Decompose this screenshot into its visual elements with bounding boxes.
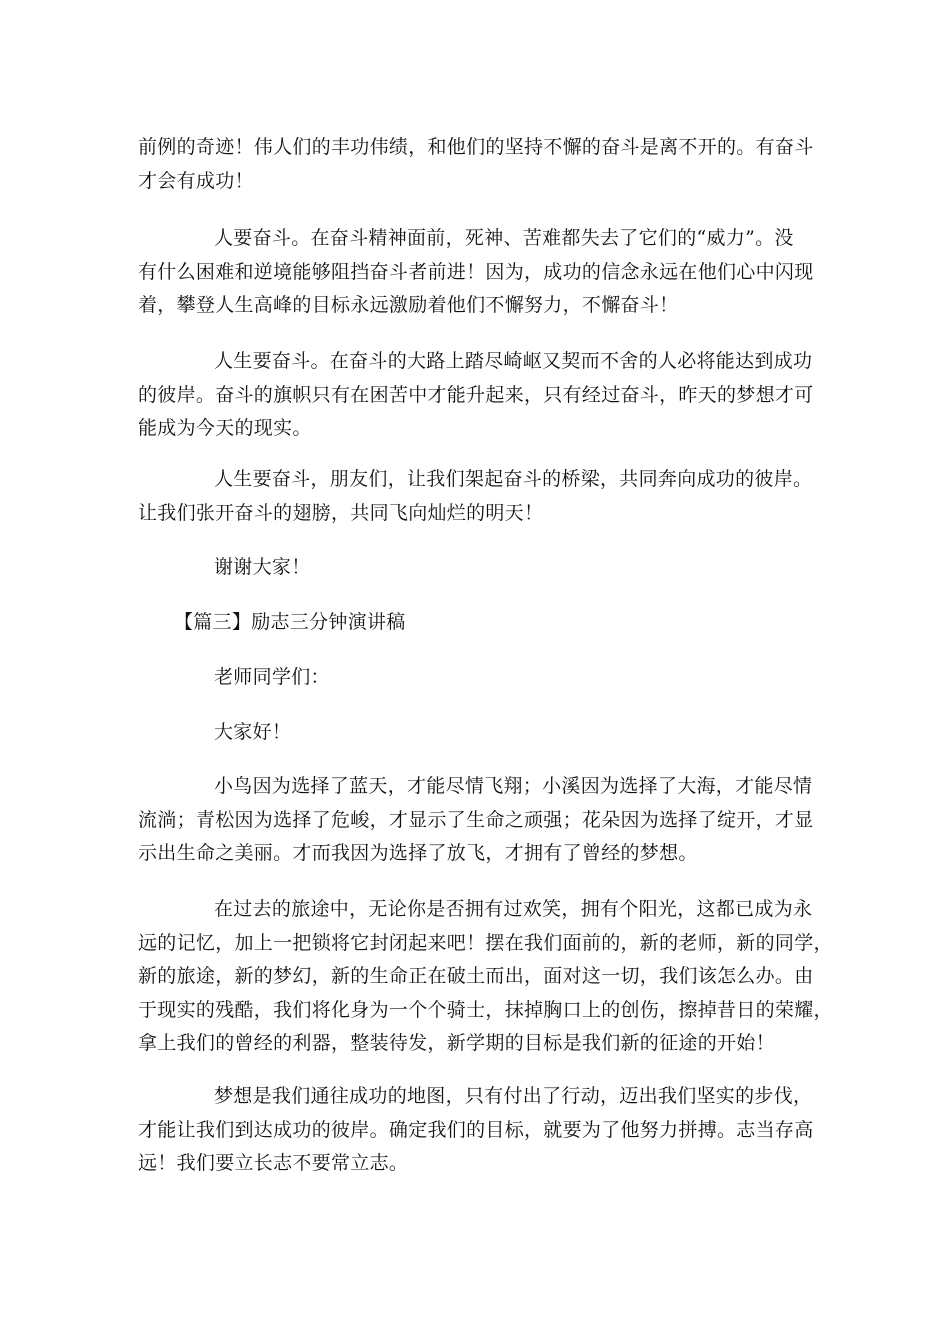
text-line: 老师同学们： xyxy=(214,666,330,688)
text-line: 大家好！ xyxy=(214,721,292,743)
text-line: 才能让我们到达成功的彼岸。确定我们的目标，就要为了他努力拼搏。志当存高 xyxy=(138,1118,814,1141)
text-line: 流淌；青松因为选择了危峻，才显示了生命之顽强；花朵因为选择了绽开，才显 xyxy=(138,808,814,831)
section-heading xyxy=(138,606,814,640)
text-line: 前例的奇迹！伟人们的丰功伟绩，和他们的坚持不懈的奋斗是离不开的。有奋斗 xyxy=(138,136,814,158)
text-line: 着，攀登人生高峰的目标永远激励着他们不懈努力，不懈奋斗！ xyxy=(138,294,679,316)
paragraph xyxy=(138,893,833,1061)
paragraph xyxy=(138,131,814,198)
text-line: 示出生命之美丽。才而我因为选择了放飞，才拥有了曾经的梦想。 xyxy=(138,842,698,864)
closing-line xyxy=(138,551,814,585)
text-line: 小鸟因为选择了蓝天，才能尽情飞翔；小溪因为选择了大海，才能尽情 xyxy=(214,775,813,797)
text-line: 于现实的残酷，我们将化身为一个个骑士，抹掉胸口上的创伤，擦掉昔日的荣耀， xyxy=(138,998,833,1021)
text-line: 的彼岸。奋斗的旗帜只有在困苦中才能升起来，只有经过奋斗，昨天的梦想才可 xyxy=(138,383,814,406)
text-line: 新的旅途，新的梦幻，新的生命正在破土而出，面对这一切，我们该怎么办。由 xyxy=(138,965,814,987)
text-line: 才会有成功！ xyxy=(138,169,254,192)
text-line: 让我们张开奋斗的翅膀，共同飞向灿烂的明天！ xyxy=(138,501,544,524)
text-line: 谢谢大家！ xyxy=(214,556,311,578)
paragraph xyxy=(138,1080,814,1181)
text-line: 拿上我们的曾经的利器，整装待发，新学期的目标是我们新的征途的开始！ xyxy=(138,1032,775,1054)
text-line: 在过去的旅途中，无论你是否拥有过欢笑，拥有个阳光，这都已成为永 xyxy=(214,898,813,920)
text-line: 有什么困难和逆境能够阻挡奋斗者前进！因为，成功的信念永远在他们心中闪现 xyxy=(138,260,814,283)
paragraph xyxy=(138,463,814,530)
text-line: 梦想是我们通往成功的地图，只有付出了行动，迈出我们坚实的步伐， xyxy=(214,1085,813,1107)
salutation xyxy=(138,661,814,695)
paragraph xyxy=(138,770,814,871)
text-line: 远！我们要立长志不要常立志。 xyxy=(138,1152,409,1174)
paragraph xyxy=(138,222,814,323)
text-line: 【篇三】励志三分钟演讲稿 xyxy=(174,611,406,633)
greeting xyxy=(138,716,814,750)
text-line: 能成为今天的现实。 xyxy=(138,417,312,439)
text-line: 远的记忆，加上一把锁将它封闭起来吧！摆在我们面前的，新的老师，新的同学， xyxy=(138,931,833,954)
text-line: 人生要奋斗，朋友们，让我们架起奋斗的桥梁，共同奔向成功的彼岸。 xyxy=(214,468,813,490)
text-line: 人生要奋斗。在奋斗的大路上踏尽崎岖又契而不舍的人必将能达到成功 xyxy=(214,350,813,372)
paragraph xyxy=(138,345,814,446)
text-line: 人要奋斗。在奋斗精神面前，死神、苦难都失去了它们的“威力”。没 xyxy=(214,227,794,249)
